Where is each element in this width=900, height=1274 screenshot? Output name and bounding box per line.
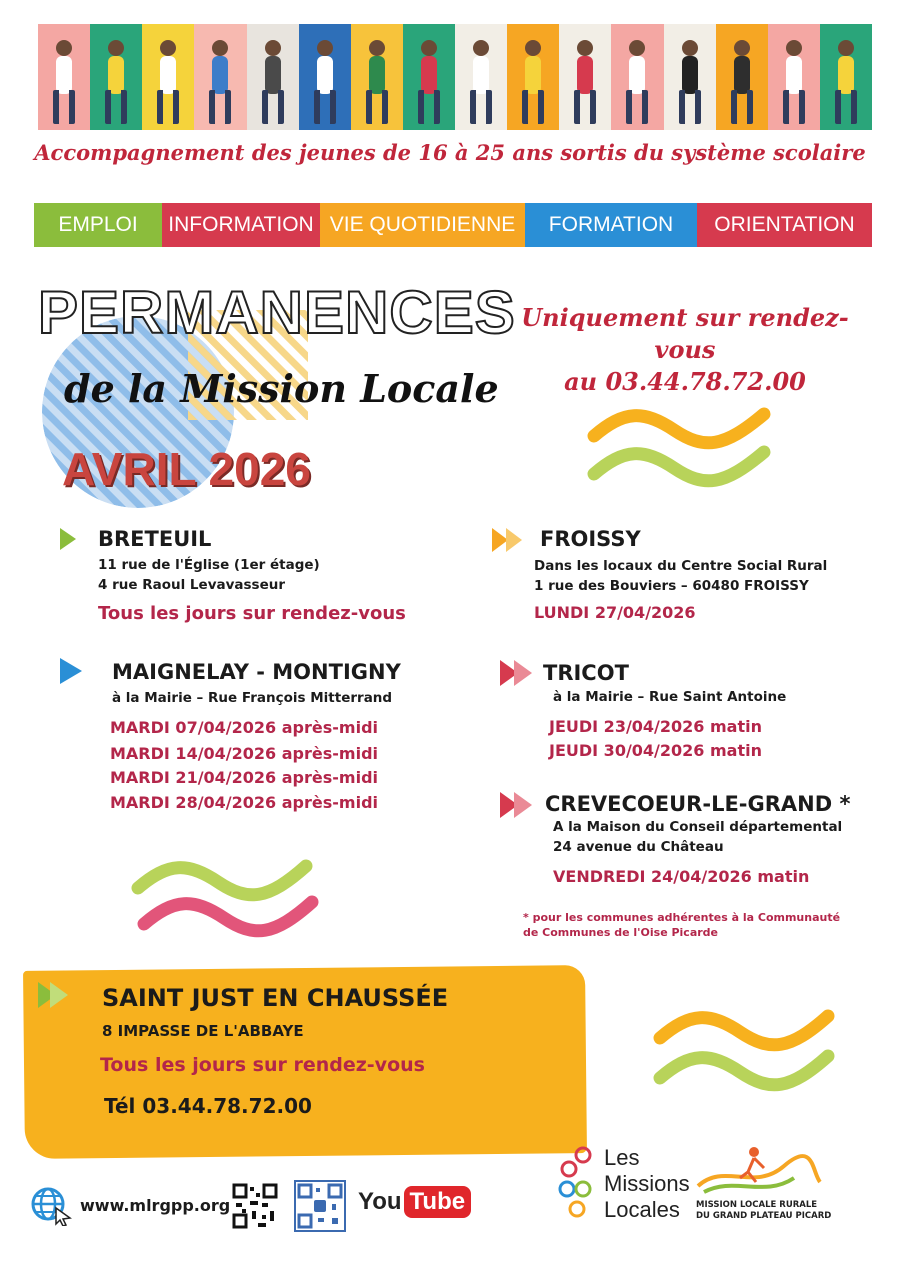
globe-icon <box>30 1186 72 1226</box>
location-breteuil-name: BRETEUIL <box>98 527 212 551</box>
banner-photo <box>768 24 820 130</box>
footnote: * pour les communes adhérentes à la Communauté de Communes de l'Oise Picarde <box>523 911 841 939</box>
youtube-you: You <box>358 1188 402 1215</box>
category-formation: FORMATION <box>525 203 697 247</box>
appointment-notice <box>500 302 870 398</box>
location-froissy-name: FROISSY <box>540 527 641 551</box>
double-arrow-icon <box>38 982 74 1008</box>
location-breteuil-schedule: Tous les jours sur rendez-vous <box>98 603 406 624</box>
banner-photo <box>716 24 768 130</box>
facebook-qr-code-icon <box>294 1180 346 1232</box>
photo-banner <box>38 24 872 130</box>
banner-photo <box>299 24 351 130</box>
banner-photo <box>351 24 403 130</box>
double-arrow-icon <box>500 792 536 818</box>
double-arrow-icon <box>500 660 536 686</box>
banner-photo <box>194 24 246 130</box>
banner-photo <box>247 24 299 130</box>
logo-line: DU GRAND PLATEAU PICARD <box>696 1211 832 1221</box>
youtube-logo[interactable] <box>358 1186 471 1218</box>
category-bar <box>34 203 872 247</box>
location-tricot-schedule: JEUDI 23/04/2026 matin <box>549 717 762 736</box>
location-maignelay-schedule: MARDI 28/04/2026 après-midi <box>110 793 378 812</box>
location-maignelay-schedule: MARDI 07/04/2026 après-midi <box>110 718 378 737</box>
location-saint-just-address: 8 IMPASSE DE L'ABBAYE <box>102 1022 304 1040</box>
location-saint-just-name: SAINT JUST EN CHAUSSÉE <box>102 984 449 1012</box>
page-title: PERMANENCES <box>38 279 516 346</box>
logo-word: Les <box>604 1145 640 1170</box>
mission-locale-rurale-logo-icon <box>694 1142 824 1198</box>
arrow-icon <box>60 658 86 684</box>
location-tricot-name: TRICOT <box>543 661 629 685</box>
missions-locales-logo-text <box>604 1145 690 1223</box>
banner-photo <box>611 24 663 130</box>
banner-photo <box>664 24 716 130</box>
decorative-waves <box>586 398 776 488</box>
appointment-line: Uniquement sur rendez-vous <box>521 303 849 364</box>
category-vie-quotidienne: VIE QUOTIDIENNE <box>320 203 525 247</box>
location-crevecoeur-name: CREVECOEUR-LE-GRAND * <box>545 792 851 816</box>
logo-word: Missions <box>604 1171 690 1196</box>
arrow-icon <box>60 528 76 550</box>
location-tricot-schedule: JEUDI 30/04/2026 matin <box>549 741 762 760</box>
location-crevecoeur-address: A la Maison du Conseil départemental <box>553 819 843 835</box>
banner-photo <box>38 24 90 130</box>
page-subtitle: de la Mission Locale <box>64 366 499 411</box>
tagline: Accompagnement des jeunes de 16 à 25 ans sortis du système scolaire <box>34 140 866 165</box>
location-saint-just-phone: Tél 03.44.78.72.00 <box>104 1094 312 1118</box>
banner-photo <box>820 24 872 130</box>
website-link[interactable]: www.mlrgpp.org <box>80 1196 231 1215</box>
location-maignelay-address: à la Mairie – Rue François Mitterrand <box>112 690 393 706</box>
category-emploi: EMPLOI <box>34 203 162 247</box>
decorative-waves <box>652 1000 842 1092</box>
category-information: INFORMATION <box>162 203 320 247</box>
location-crevecoeur-schedule: VENDREDI 24/04/2026 matin <box>553 867 810 886</box>
banner-photo <box>507 24 559 130</box>
location-tricot-address: à la Mairie – Rue Saint Antoine <box>553 689 787 705</box>
banner-photo <box>403 24 455 130</box>
missions-locales-logo-icon <box>553 1143 601 1223</box>
category-orientation: ORIENTATION <box>697 203 872 247</box>
location-maignelay-name: MAIGNELAY - MONTIGNY <box>112 660 401 684</box>
qr-code-icon <box>232 1183 278 1229</box>
location-maignelay-schedule: MARDI 14/04/2026 après-midi <box>110 744 378 763</box>
youtube-tube: Tube <box>404 1186 472 1218</box>
location-maignelay-schedule: MARDI 21/04/2026 après-midi <box>110 768 378 787</box>
location-froissy-address: Dans les locaux du Centre Social Rural <box>534 558 828 574</box>
decorative-waves <box>130 848 320 938</box>
location-breteuil-address: 11 rue de l'Église (1er étage) <box>98 557 320 573</box>
location-crevecoeur-address: 24 avenue du Château <box>553 839 724 855</box>
mission-locale-rurale-logo-text <box>696 1200 831 1222</box>
location-froissy-schedule: LUNDI 27/04/2026 <box>534 603 696 622</box>
appointment-phone: au 03.44.78.72.00 <box>564 367 806 396</box>
banner-photo <box>142 24 194 130</box>
location-breteuil-address: 4 rue Raoul Levavasseur <box>98 577 286 593</box>
banner-photo <box>90 24 142 130</box>
location-saint-just-schedule: Tous les jours sur rendez-vous <box>100 1054 425 1076</box>
banner-photo <box>455 24 507 130</box>
location-froissy-address: 1 rue des Bouviers – 60480 FROISSY <box>534 578 809 594</box>
banner-photo <box>559 24 611 130</box>
month-heading: AVRIL 2026 <box>62 443 311 495</box>
logo-word: Locales <box>604 1197 680 1222</box>
logo-line: MISSION LOCALE RURALE <box>696 1200 818 1210</box>
double-arrow-icon <box>492 528 526 552</box>
